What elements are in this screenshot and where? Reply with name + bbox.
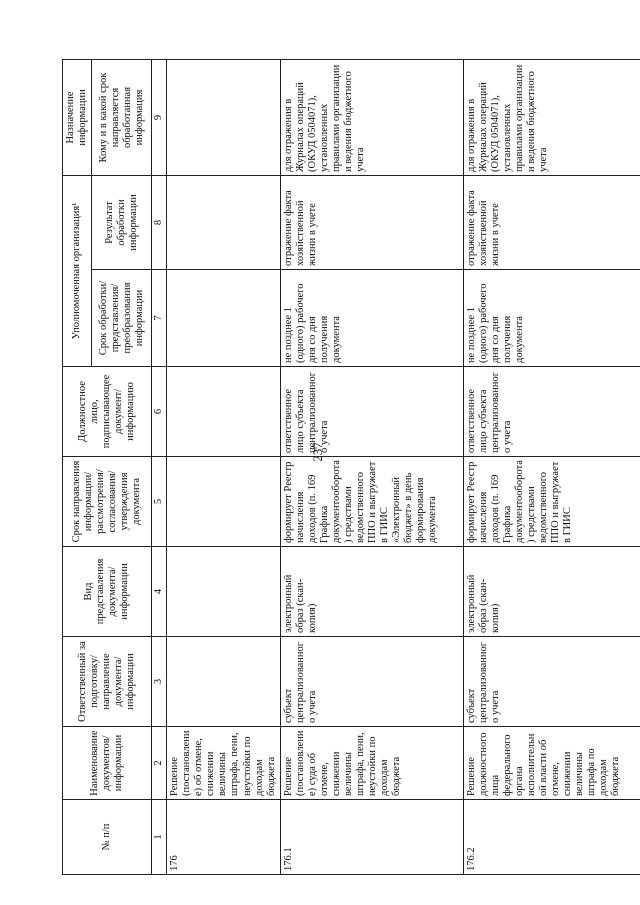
column-number: 3 <box>152 637 167 727</box>
row-processing-result <box>167 176 281 270</box>
row-name: Решение должностного лица федерального органа исполнительной власти об отмене, снижении величины штрафа по доходам бюджета <box>463 727 640 800</box>
row-recipient: для отражения в Журналах операций (ОКУД 0504071), установленных правилами организации и ведения бюджетного учета <box>463 60 640 176</box>
row-recipient <box>167 60 281 176</box>
table-row <box>167 60 281 875</box>
row-num: 176 <box>167 800 281 875</box>
table-row <box>463 60 640 875</box>
row-name: Решение (постановление) об отмене, снижении величины штрафа, пени, неустойки по доходам бюджета <box>167 727 281 800</box>
header-processing-result: Результат обработки информации <box>92 176 152 270</box>
row-official: ответственное лицо субъекта централизованного учета <box>280 367 463 457</box>
column-number: 5 <box>152 457 167 547</box>
header-purpose: Назначение информации <box>63 60 92 176</box>
header-form: Вид представления документа/ информации <box>63 547 152 637</box>
column-number: 4 <box>152 547 167 637</box>
header-official: Должностное лицо, подписывающее документ/ информацию <box>63 367 152 457</box>
row-responsible: субъект централизованного учета <box>280 637 463 727</box>
row-name: Решение (постановление) суда об отмене, снижении величины штрафа, пени, неустойки по доходам бюджета <box>280 727 463 800</box>
row-deadline: формирует Реестр начисления доходов (п. 169 Графика документооборота) средствами ведомственного ППО и выгружает в ГИИС <box>463 457 640 547</box>
row-processing-result: отражение факта хозяйственной жизни в учете <box>463 176 640 270</box>
header-processing-deadline: Срок обработки/ представления/ преобразования информации <box>92 270 152 367</box>
column-number: 7 <box>152 270 167 367</box>
row-official <box>167 367 281 457</box>
row-recipient: для отражения в Журналах операций (ОКУД 0504071), установленных правилами организации и ведения бюджетного учета <box>280 60 463 176</box>
row-deadline: формирует Реестр начисления доходов (п. 169 Графика документооборота) средствами ведомственного ППО и выгружает в ГИИС «Электронный бюджет» в день формирования документа <box>280 457 463 547</box>
header-num: № п/п <box>63 800 152 875</box>
row-processing-deadline <box>167 270 281 367</box>
row-deadline <box>167 457 281 547</box>
header-deadline: Срок направления информации/ рассмотрения/ согласования/ утверждения документа <box>63 457 152 547</box>
row-processing-result: отражение факта хозяйственной жизни в учете <box>280 176 463 270</box>
page-number: 237 <box>310 442 325 462</box>
row-num: 176.2 <box>463 800 640 875</box>
rotated-table-container <box>62 60 622 875</box>
row-responsible <box>167 637 281 727</box>
header-responsible: Ответственный за подготовку/ направление документа/ информации <box>63 637 152 727</box>
header-name: Наименование документов/ информации <box>63 727 152 800</box>
header-row-1 <box>63 60 92 875</box>
column-number: 1 <box>152 800 167 875</box>
column-number: 2 <box>152 727 167 800</box>
column-number-row <box>152 60 167 875</box>
document-flow-table <box>62 59 640 875</box>
column-number: 8 <box>152 176 167 270</box>
header-recipient: Кому и в какой срок направляется обработанная информация <box>92 60 152 176</box>
column-number: 6 <box>152 367 167 457</box>
row-form <box>167 547 281 637</box>
column-number: 9 <box>152 60 167 176</box>
row-form: электронный образ (скан-копия) <box>463 547 640 637</box>
row-processing-deadline: не позднее 1 (одного) рабочего дня со дня получения документа <box>463 270 640 367</box>
row-processing-deadline: не позднее 1 (одного) рабочего дня со дня получения документа <box>280 270 463 367</box>
row-num: 176.1 <box>280 800 463 875</box>
table-row <box>280 60 463 875</box>
row-form: электронный образ (скан-копия) <box>280 547 463 637</box>
row-responsible: субъект централизованного учета <box>463 637 640 727</box>
row-official: ответственное лицо субъекта централизованного учета <box>463 367 640 457</box>
header-authorized-org: Уполномоченная организация¹ <box>63 176 92 367</box>
